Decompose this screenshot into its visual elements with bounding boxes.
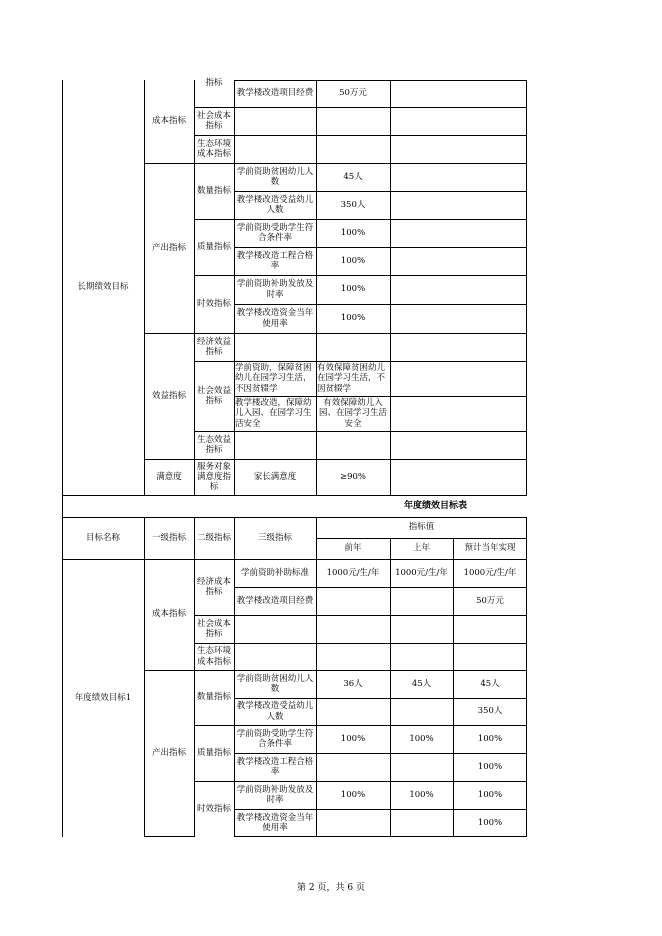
long-t1-name: 学前资助补助发放及时率	[236, 279, 314, 300]
grid-line	[316, 538, 527, 539]
annual-q1-expected: 45人	[480, 678, 500, 689]
grid-line	[390, 80, 391, 495]
annual-output-label: 产出指标	[151, 748, 186, 759]
long-indicator-top: 指标	[205, 77, 223, 88]
long-economic-benefit: 经济效益指标	[196, 336, 231, 357]
long-renovation-cost-value: 50万元	[339, 88, 367, 99]
grid-line	[234, 247, 527, 248]
annual-renovation-cost-name: 教学楼改造项目经费	[236, 595, 314, 606]
long-quantity-label: 数量指标	[196, 185, 231, 196]
long-eco-cost: 生态环境成本指标	[196, 138, 231, 159]
annual-ql1-name: 学前资助受助学生符合条件率	[236, 728, 314, 749]
grid-line	[144, 333, 527, 334]
long-eco-benefit: 生态效益指标	[196, 434, 231, 455]
grid-line	[194, 275, 527, 276]
page-number: 第 2 页，共 6 页	[297, 883, 365, 893]
annual-t1-expected: 100%	[477, 789, 503, 800]
annual-t1-name: 学前资助补助发放及时率	[236, 784, 314, 805]
grid-line	[234, 753, 527, 754]
annual-eco-cost: 生态环境成本指标	[196, 646, 231, 667]
long-ql2-value: 100%	[340, 255, 366, 266]
grid-line	[62, 80, 63, 837]
annual-q2-expected: 350人	[477, 706, 503, 717]
grid-line	[316, 517, 317, 837]
annual-subsidy-prev: 1000元/生/年	[326, 567, 380, 578]
annual-q1-name: 学前资助贫困幼儿人数	[236, 673, 314, 694]
long-timeliness-label: 时效指标	[196, 298, 231, 309]
annual-economic-cost: 经济成本指标	[196, 576, 231, 597]
grid-line	[144, 517, 145, 837]
annual-t1-prev: 100%	[340, 789, 366, 800]
long-t2-name: 教学楼改造资金当年使用率	[236, 308, 314, 329]
grid-line	[144, 163, 527, 164]
long-benefit-label: 效益指标	[151, 390, 186, 401]
annual-col-level3: 三级指标	[257, 532, 292, 543]
grid-line	[62, 517, 527, 518]
annual-quality-label: 质量指标	[196, 747, 231, 758]
long-service-satisfaction: 服务对象满意度指标	[196, 461, 231, 493]
grid-line	[526, 80, 527, 495]
annual-social-cost: 社会成本指标	[196, 618, 231, 639]
annual-col-indicator-value: 指标值	[408, 522, 435, 533]
grid-line	[194, 725, 527, 726]
annual-q1-prev: 36人	[343, 678, 363, 689]
grid-line	[144, 80, 145, 495]
annual-q1-last: 45人	[411, 678, 432, 689]
grid-line	[234, 191, 527, 192]
long-t1-value: 100%	[340, 284, 366, 295]
grid-line	[194, 219, 527, 220]
annual-table-title: 年度绩效目标表	[403, 500, 467, 511]
annual-ql2-expected: 100%	[477, 761, 503, 772]
grid-line	[234, 836, 527, 837]
annual-q2-name: 教学楼改造受益幼儿人数	[236, 701, 314, 722]
annual-renovation-expected: 50万元	[476, 595, 504, 606]
annual-col-prev-year: 前年	[344, 543, 362, 554]
annual-t1-last: 100%	[409, 789, 434, 800]
long-q2-name: 教学楼改造受益幼儿人数	[236, 194, 314, 215]
long-output-label: 产出指标	[151, 242, 186, 253]
grid-line	[62, 559, 527, 560]
annual-ql1-expected: 100%	[477, 733, 503, 744]
grid-line	[194, 431, 527, 432]
annual-ql1-prev: 100%	[340, 733, 366, 744]
long-t2-value: 100%	[340, 313, 366, 324]
annual-ql2-name: 教学楼改造工程合格率	[236, 756, 314, 777]
annual-t2-expected: 100%	[477, 817, 503, 828]
grid-line	[526, 517, 527, 837]
grid-line	[234, 396, 527, 397]
long-parent-satisfaction: 家长满意度	[253, 471, 297, 482]
grid-line	[234, 587, 527, 588]
long-term-goal-label: 长期绩效目标	[77, 282, 129, 293]
long-sb2-name: 教学楼改造，保障幼儿入园、在园学习生活安全	[235, 398, 312, 429]
annual-quantity-label: 数量指标	[196, 692, 231, 703]
annual-subsidy-last: 1000元/生/年	[395, 567, 448, 578]
annual-col-goal-name: 目标名称	[85, 532, 120, 543]
grid-line	[234, 304, 527, 305]
annual-ql1-last: 100%	[409, 733, 434, 744]
grid-line	[234, 80, 235, 495]
long-cost-label: 成本指标	[151, 116, 186, 127]
grid-line	[316, 80, 317, 495]
annual-timeliness-label: 时效指标	[196, 803, 231, 814]
long-social-cost: 社会成本指标	[196, 110, 231, 131]
grid-line	[194, 517, 195, 837]
long-satisfaction-label: 满意度	[156, 471, 182, 482]
grid-line	[453, 538, 454, 837]
annual-col-last-year: 上年	[412, 543, 430, 554]
annual-subsidy-standard-name: 学前资助补助标准	[240, 567, 309, 578]
grid-line	[234, 698, 527, 699]
long-q1-value: 45人	[343, 171, 363, 182]
annual-subsidy-expected: 1000元/生/年	[463, 567, 517, 578]
annual-goal-label: 年度绩效目标1	[74, 692, 132, 703]
annual-col-level1: 一级指标	[151, 532, 186, 543]
grid-line	[194, 107, 527, 108]
grid-line	[194, 80, 195, 495]
long-ql1-name: 学前资助受助学生符合条件率	[236, 222, 314, 243]
grid-line	[144, 836, 194, 837]
long-ql2-name: 教学楼改造工程合格率	[236, 250, 314, 271]
long-sb1-name: 学前资助，保障贫困幼儿在园学习生活，不因贫辍学	[235, 363, 312, 394]
grid-line	[144, 670, 527, 671]
grid-line	[194, 781, 527, 782]
grid-line	[390, 538, 391, 837]
long-renovation-cost-name: 教学楼改造项目经费	[236, 88, 314, 99]
long-sb2-value: 有效保障幼儿入园、在园学习生活安全	[318, 398, 387, 429]
grid-line	[194, 643, 527, 644]
annual-col-expected: 预计当年实现	[464, 543, 516, 554]
grid-line	[62, 495, 527, 496]
grid-line	[144, 459, 527, 460]
long-parent-satisfaction-value: ≥90%	[339, 471, 366, 482]
long-ql1-value: 100%	[340, 227, 366, 238]
long-q2-value: 350人	[340, 199, 366, 210]
long-quality-label: 质量指标	[196, 241, 231, 252]
grid-line	[194, 361, 527, 362]
long-social-benefit: 社会效益指标	[196, 385, 231, 406]
grid-line	[194, 135, 527, 136]
grid-line	[234, 80, 527, 81]
grid-line	[234, 517, 235, 837]
annual-col-level2: 二级指标	[196, 532, 231, 543]
annual-cost-label: 成本指标	[151, 609, 186, 620]
long-sb1-value: 有效保障贫困幼儿在园学习生活，不因贫辍学	[317, 363, 386, 394]
grid-line	[234, 809, 527, 810]
long-q1-name: 学前资助贫困幼儿人数	[236, 166, 314, 187]
annual-t2-name: 教学楼改造资金当年使用率	[236, 812, 314, 833]
grid-line	[194, 615, 527, 616]
